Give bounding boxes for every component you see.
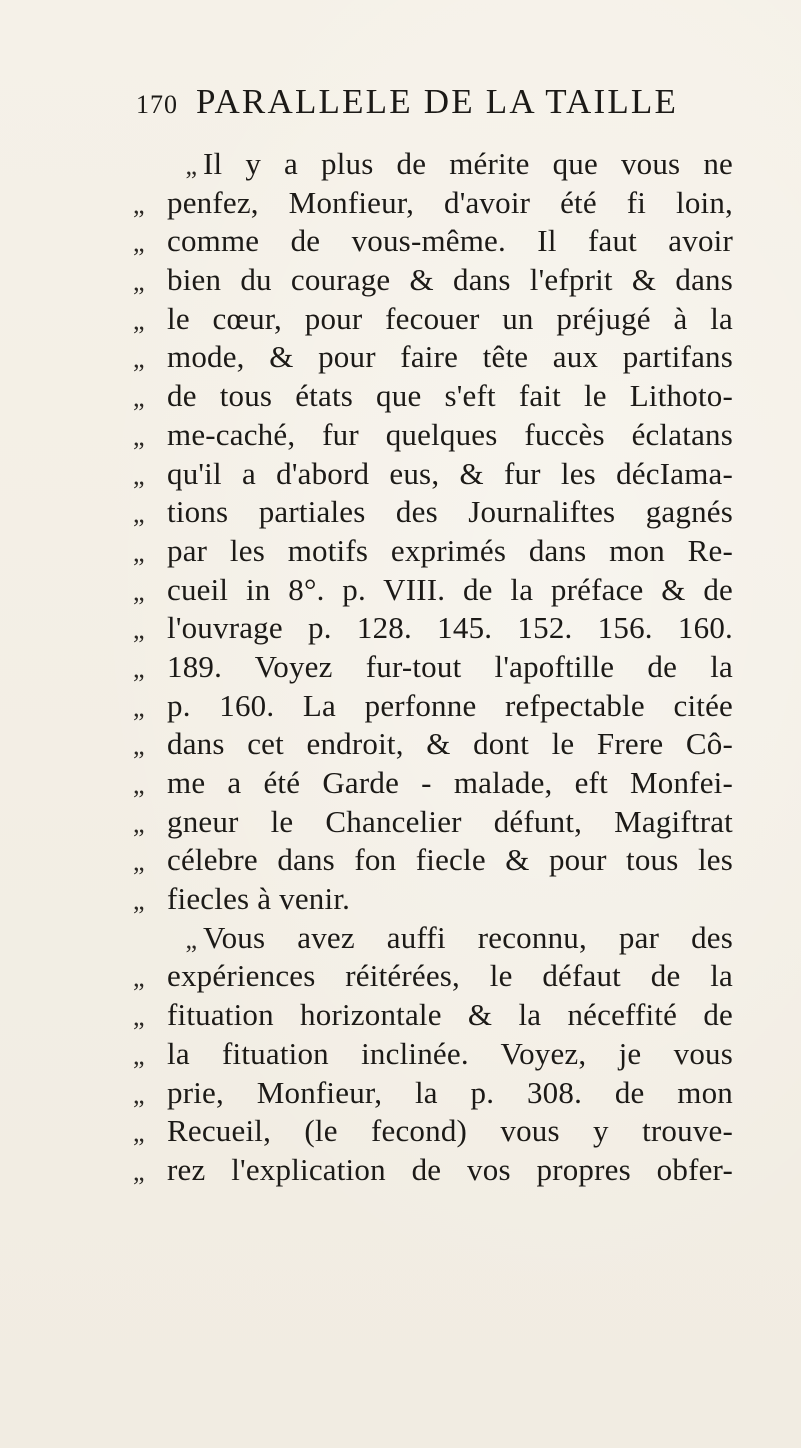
text-line bbox=[133, 145, 733, 184]
line-text: gneur le Chancelier défunt, Magiftrat bbox=[167, 803, 733, 839]
quote-mark: „ bbox=[133, 1002, 145, 1032]
text-line bbox=[133, 493, 733, 532]
line-text: tions partiales des Journaliftes gagnés bbox=[167, 494, 733, 530]
text-line bbox=[133, 1151, 733, 1190]
quote-mark: „ bbox=[133, 189, 145, 219]
text-line bbox=[133, 648, 733, 687]
quote-mark: „ bbox=[133, 537, 145, 567]
text-line bbox=[133, 841, 733, 880]
text-line bbox=[133, 261, 733, 300]
quote-mark: „ bbox=[133, 808, 145, 838]
line-text: célebre dans fon fiecle & pour tous les bbox=[167, 842, 733, 878]
line-text: me a été Garde - malade, eft Monfei- bbox=[167, 765, 733, 800]
quote-mark: „ bbox=[133, 267, 145, 297]
running-title: PARALLELE DE LA TAILLE bbox=[196, 82, 679, 121]
text-line bbox=[133, 609, 733, 648]
quote-mark: „ bbox=[133, 886, 145, 916]
text-line bbox=[133, 1035, 733, 1074]
quote-mark: „ bbox=[133, 1156, 145, 1186]
line-text: expériences réitérées, le défaut de la bbox=[167, 958, 733, 994]
quote-mark: „ bbox=[133, 731, 145, 761]
quote-mark: „ bbox=[133, 770, 145, 799]
line-text: 189. Voyez fur-tout l'apoftille de la bbox=[167, 648, 733, 684]
body-text bbox=[133, 145, 733, 1190]
line-text: cueil in 8°. p. VIII. de la préface & de bbox=[167, 571, 733, 607]
line-text: la fituation inclinée. Voyez, je vous bbox=[167, 1035, 733, 1071]
line-text: le cœur, pour fecouer un préjugé à la bbox=[167, 300, 733, 336]
quote-mark: „ bbox=[133, 576, 145, 606]
page-header bbox=[136, 82, 716, 126]
quote-mark: „ bbox=[133, 1079, 145, 1109]
quote-mark: „ bbox=[133, 615, 145, 645]
text-line bbox=[133, 377, 733, 416]
line-text: prie, Monfieur, la p. 308. de mon bbox=[167, 1074, 733, 1110]
line-text: bien du courage & dans l'efprit & dans bbox=[167, 262, 733, 298]
quote-mark: „ bbox=[185, 924, 197, 954]
page-number: 170 bbox=[136, 90, 178, 119]
text-line bbox=[133, 184, 733, 223]
line-text: p. 160. La perfonne refpectable citée bbox=[167, 687, 733, 723]
line-text: mode, & pour faire tête aux partifans bbox=[167, 339, 733, 375]
quote-mark: „ bbox=[133, 228, 145, 258]
line-text: rez l'explication de vos propres obfer- bbox=[167, 1151, 733, 1187]
text-line bbox=[133, 416, 733, 455]
quote-mark: „ bbox=[133, 963, 145, 993]
quote-mark: „ bbox=[133, 1040, 145, 1070]
line-text: qu'il a d'abord eus, & fur les décIama- bbox=[167, 455, 733, 491]
text-line bbox=[133, 687, 733, 726]
quote-mark: „ bbox=[133, 305, 145, 335]
quote-mark: „ bbox=[133, 692, 145, 722]
text-line bbox=[133, 880, 733, 919]
line-text: fituation horizontale & la néceffité de bbox=[167, 997, 733, 1033]
quote-mark: „ bbox=[133, 460, 145, 490]
quote-mark: „ bbox=[133, 499, 145, 529]
line-text: comme de vous-même. Il faut avoir bbox=[167, 223, 733, 259]
line-text: fiecles à venir. bbox=[167, 881, 351, 917]
text-line bbox=[133, 1074, 733, 1113]
text-line bbox=[133, 455, 733, 494]
line-text: Il y a plus de mérite que vous ne bbox=[203, 146, 733, 181]
line-text: penfez, Monfieur, d'avoir été fi loin, bbox=[167, 184, 733, 220]
quote-mark: „ bbox=[133, 1118, 145, 1148]
line-text: de tous états que s'eft fait le Lithoto- bbox=[167, 378, 733, 414]
quote-mark: „ bbox=[133, 847, 145, 877]
line-text: dans cet endroit, & dont le Frere Cô- bbox=[167, 726, 733, 762]
quote-mark: „ bbox=[133, 421, 145, 451]
quote-mark: „ bbox=[133, 344, 145, 374]
text-line bbox=[133, 222, 733, 261]
text-line bbox=[133, 338, 733, 377]
text-line bbox=[133, 532, 733, 571]
quote-mark: „ bbox=[133, 653, 145, 683]
text-line bbox=[133, 803, 733, 842]
quote-mark: „ bbox=[185, 151, 197, 180]
quote-mark: „ bbox=[133, 383, 145, 413]
text-line bbox=[133, 725, 733, 764]
text-line bbox=[133, 957, 733, 996]
text-line bbox=[133, 919, 733, 958]
text-line bbox=[133, 571, 733, 610]
text-line bbox=[133, 1112, 733, 1151]
line-text: Recueil, (le fecond) vous y trouve- bbox=[167, 1113, 733, 1149]
line-text: Vous avez auffi reconnu, par des bbox=[203, 919, 733, 955]
line-text: par les motifs exprimés dans mon Re- bbox=[167, 532, 733, 568]
line-text: l'ouvrage p. 128. 145. 152. 156. 160. bbox=[167, 610, 733, 646]
text-line bbox=[133, 300, 733, 339]
line-text: me-caché, fur quelques fuccès éclatans bbox=[167, 416, 733, 452]
text-line bbox=[133, 996, 733, 1035]
text-line bbox=[133, 764, 733, 803]
